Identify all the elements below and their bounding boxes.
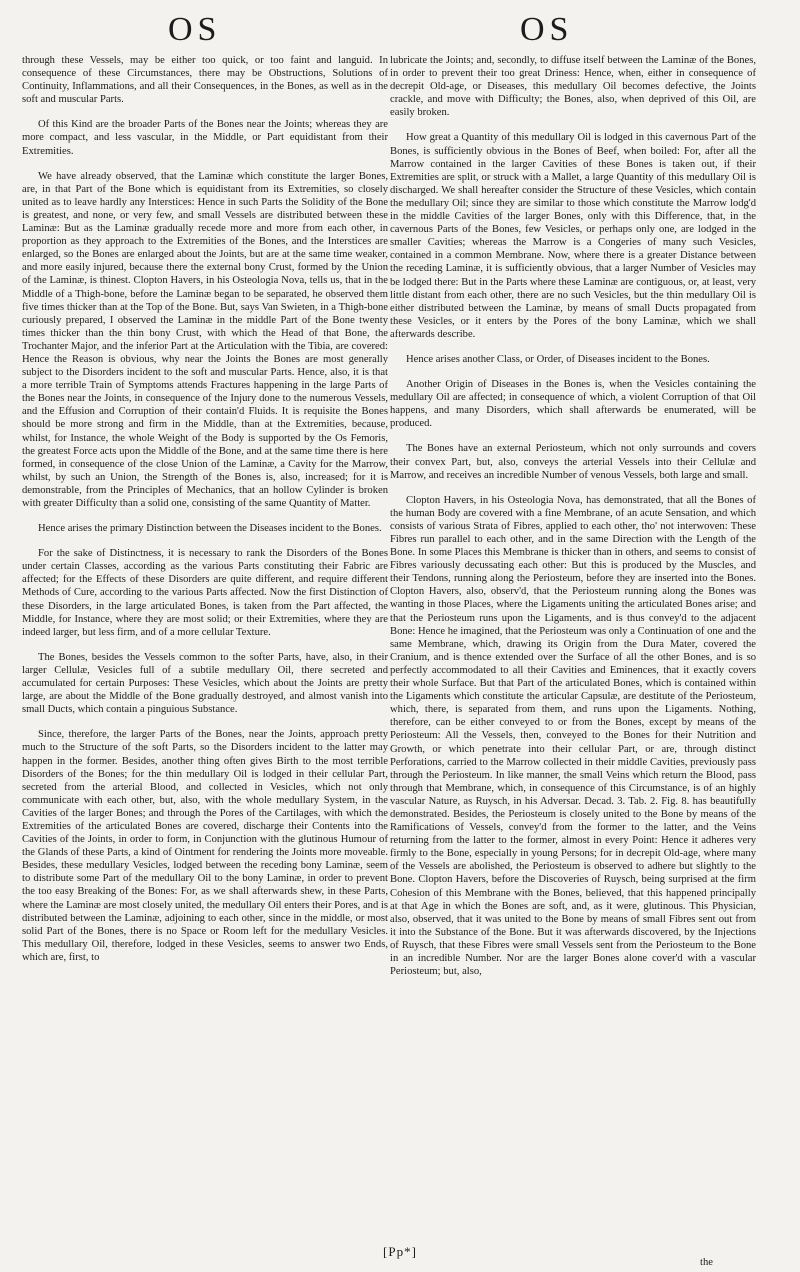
left-running-head: OS [168,11,222,48]
catchword: the [700,1257,713,1268]
paragraph: The Bones, besides the Vessels common to the softer Parts, have, also, in their larger Cellulæ, Vesicles full of a subtile medullary Oil, there secreted and accumulated for certain Purposes: These Vesicles, which about the Joints are pretty large, are about the Middle of the Bone gradually destroyed, and almost vanish into small Ducts, which contain a pinguious Substance. [22,651,388,716]
left-text-column [22,54,388,964]
paragraph: How great a Quantity of this medullary Oil is lodged in this cavernous Part of the Bones, is sufficiently obvious in the Bones of Beef, when boiled: For, after all the Marrow contained in the larger Cavities of these Bones is taken out, if their Extremities are split, or struck with a Mallet, a large Quantity of this medullary Oil is discharged. We shall hereafter consider the Structure of these Vesicles, which contain the medullary Oil; since they are similar to those which constitute the Marrow lodg'd in the middle Cavities of the larger Bones, only with this Difference, that, in the cavernous Parts of the Bones, few Vesicles, or perhaps only one, are lodged in the smaller Cavities; whereas the Marrow is a Congeries of many such Vesicles, contained in a common Membrane. Now, where there is a greater Distance between the receding Laminæ, it is sufficiently obvious, that a larger Number of Vesicles may be lodged there: But in the Parts where these Laminæ are contiguous, or, at least, very little distant from each other, there are no such Vesicles, but the thin medullary Oil is either distributed between the Laminæ, by means of small Ducts propagated from these Vesicles, or it enters by the Pores of the bony Laminæ, which we shall afterwards describe. [390,132,756,340]
paragraph: For the sake of Distinctness, it is necessary to rank the Disorders of the Bones under certain Classes, according as the various Parts constituting their Fabric are affected; for the Effects of these Disorders are quite different, and require different Methods of Cure, according to the various Parts affected. Now the first Distinction of these Disorders, in the large articulated Bones, is taken from the Part affected, the Middle, for Instance, where they are most solid; or their Extremities, where they are indeed larger, but less firm, and of a more cellular Texture. [22,548,388,638]
paragraph: through these Vessels, may be either too quick, or too faint and languid. In consequence of these Circumstances, there may be Obstructions, Solutions of Continuity, Inflammations, and all their Consequences, in the Bones, as well as in the soft and muscular Parts. [22,55,388,106]
right-running-head: OS [520,11,574,48]
paragraph: Another Origin of Diseases in the Bones is, when the Vesicles containing the medullary Oil are affected; in consequence of which, a violent Corruption of that Oil happens, and many Disorders, which shall afterwards be enumerated, will be produced. [390,379,756,430]
paragraph: Of this Kind are the broader Parts of the Bones near the Joints; whereas they are more compact, and less vascular, in the Middle, or Part equidistant from their Extremities. [22,119,388,157]
paragraph: Hence arises the primary Distinction between the Diseases incident to the Bones. [38,523,382,535]
paragraph: Since, therefore, the larger Parts of the Bones, near the Joints, approach pretty much to the Structure of the soft Parts, so the Disorders incident to the latter may happen in the former. Besides, another thing often gives Birth to the most terrible Disorders of the Bones; for the thin medullary Oil is lodged in their cellular Part, secreted from the arterial Blood, and collected in Vesicles, which not only communicate with each other, but, also, with the whole medullary System, in the Cavities of the larger Bones; and through the Pores of the Cartilages, with which the Extremities of the articulated Bones are covered, discharge their Contents into the Cavities of the Joints, in order to form, in Conjunction with the glutinous Humour of the Glands of these Parts, a kind of Ointment for rendering the Joints more moveable. Besides, these medullary Vesicles, lodged between the receding bony Laminæ, seem to distribute some Part of the medullary Oil to the bony Laminæ, in order to prevent the too easy Breaking of the Bones: For, as we shall afterwards shew, in these Parts, where the Laminæ are most closely united, the medullary Oil enters their Pores, and is distributed between the Laminæ, adjoining to each other, since in the middle, or most solid Part of the Bones, there is no Space or Room left for the medullary Vesicles. This medullary Oil, therefore, lodged in these Vesicles, seems to answer two Ends, which are, first, to [22,729,388,963]
running-header [0,8,800,52]
paragraph: lubricate the Joints; and, secondly, to diffuse itself between the Laminæ of the Bones, in order to prevent their too great Driness: Hence, when, either in consequence of decrepit Old-age, or Diseases, this medullary Oil becomes defective, the Joints crackle, and move with Difficulty; the Bones, also, when deprived of this Oil, are easily broken. [390,55,756,119]
signature-mark: [Pp*] [383,1244,417,1259]
paragraph: Clopton Havers, in his Osteologia Nova, has demonstrated, that all the Bones of the human Body are covered with a fine Membrane, of an acute Sensation, and which consists of various Strata of Fibres, applied to each other, tho' not interwoven: These Fibres run parallel to each other, and in the same Direction with the Length of the Bone. In some Places this Membrane is thicker than in others, and seems to consist of Fibres variously decussating each other: But this is produced by the Muscles, and their Tendons, running along the Periosteum, before they are inserted into the Bones. Clopton Havers, also, observ'd, that the Periosteum running along the Bones was wanting in those Places, where the Ligaments uniting the articulated Bones arise; and that the Periosteum runs upon the Ligaments, and is thus convey'd to the adjacent Bone: Hence he imagined, that the Periosteum was only a Continuation of one and the same Membrane, which, drawing its Origin from the Dura Mater, covered the Cranium, and is thence extended over the Surface of all the other Bones, and is so perfectly accommodated to all their Cavities and Eminences, that it exactly covers their whole Surface. But that Part of the articulated Bones, which is contained within the Ligaments which constitute the articular Capsulæ, are destitute of the Periosteum, which, there, is separated from them, and runs upon the Ligaments. Nothing, therefore, can be either conveyed to or from the Bones, except by means of the Periosteum: All the Vessels, then, conveyed to the Bones for their Nutrition and Growth, or which penetrate into their cellular Part, or are, through distinct Perforations, carried to the Marrow collected in their middle Cavities, previously pass through the Periosteum. In like manner, the small Veins which return the Blood, pass through that Membrane, which, in consequence of this Circumstance, is of an highly vascular Nature, as Ruysch, in his Adversar. Decad. 3. Tab. 2. Fig. 8. has beautifully demonstrated. Besides, the Periosteum is closely united to the Bone by means of the Ramifications of Vessels, convey'd from the former to the latter, and the Veins returning from the latter to the former, almost in every Point: Hence it adheres very firmly to the Bone, especially in young Persons; for in decrepit Old-age, where many of the Vessels are abolished, the Periosteum is observed to adhere but slightly to the Bone. Clopton Havers, before the Discoveries of Ruysch, being surprised at the firm Cohesion of this Membrane with the Bones, believed, that this happened principally at that Age in which the Bones are soft, and, as it were, glutinous. This Physician, also, observed, that it was united to the Bone by means of small Fibres sent out from it into the Substance of the Bone. But it was afterwards discovered, by the Injections of Ruysch, that these Fibres were small Vessels sent from the Periosteum to the Bone in an incredible Number. Nor are the larger Bones alone cover'd with a vascular Periosteum; but, also, [390,494,756,978]
paragraph: Hence arises another Class, or Order, of Diseases incident to the Bones. [406,353,710,365]
right-text-column [390,54,756,978]
paragraph: The Bones have an external Periosteum, which not only surrounds and covers their convex Part, but, also, conveys the arterial Vessels into their Cellulæ and Marrow, and receives an incredible Number of venous Vessels, both large and small. [390,443,756,481]
paragraph: We have already observed, that the Laminæ which constitute the larger Bones, are, in that Part of the Bone which is equidistant from its Extremities, so closely united as to leave hardly any Interstices: Hence in such Parts the Solidity of the Bone is greatest, and none, or very few, and small Vessels are distributed between these Laminæ: But as the Laminæ gradually recede more and more from each other, in proportion as they approach to the Extremities of the Bones, and the Interstices are enlarged, so the Bones are enlarged about the Joints, but are at the same time weaker, and more easily injured, because there the external bony Crust, formed by the Union of the Laminæ, is thinest. Clopton Havers, in his Osteologia Nova, tells us, that in the Middle of a Thigh-bone, before the Laminæ began to be separated, he observed them five times thicker than at the Top of the Bone. But, says Van Swieten, in a Thigh-bone curiously prepared, I observed the Laminæ in the middle Part of the Bone twenty times thicker than the thin bony Crust, with which the Head of that Bone, the Trochanter Major, and the inferior Part at the Articulation with the Tibia, are covered: Hence the Reason is obvious, why near the Joints the Bones are most generally subject to the Disorders incident to the soft and muscular Parts. Hence, also, it is that a more terrible Train of Symptoms attends Fractures happening in the large Parts of the Bones near the Joints, in consequence of the Injury done to the numerous Vessels, and the Effusion and Corruption of their contain'd Fluids. It is requisite the Bones should be more strong and firm in the Middle, than at the Extremities, because, whilst, for Instance, the whole Weight of the Body is supported by the Os Femoris, the greatest Force acts upon the Middle of the Bone, and at the same time there is here formed, in consequence of the close Union of the Laminæ, a Cavity for the Marrow, whilst, by such an Union, the Strength of the Bones is, also, increased; for it is demonstrable, from the Principles of Mechanics, that an hollow Cylinder is broken with greater Difficulty than a solid one, consisting of the same Quantity of Matter. [22,170,388,509]
